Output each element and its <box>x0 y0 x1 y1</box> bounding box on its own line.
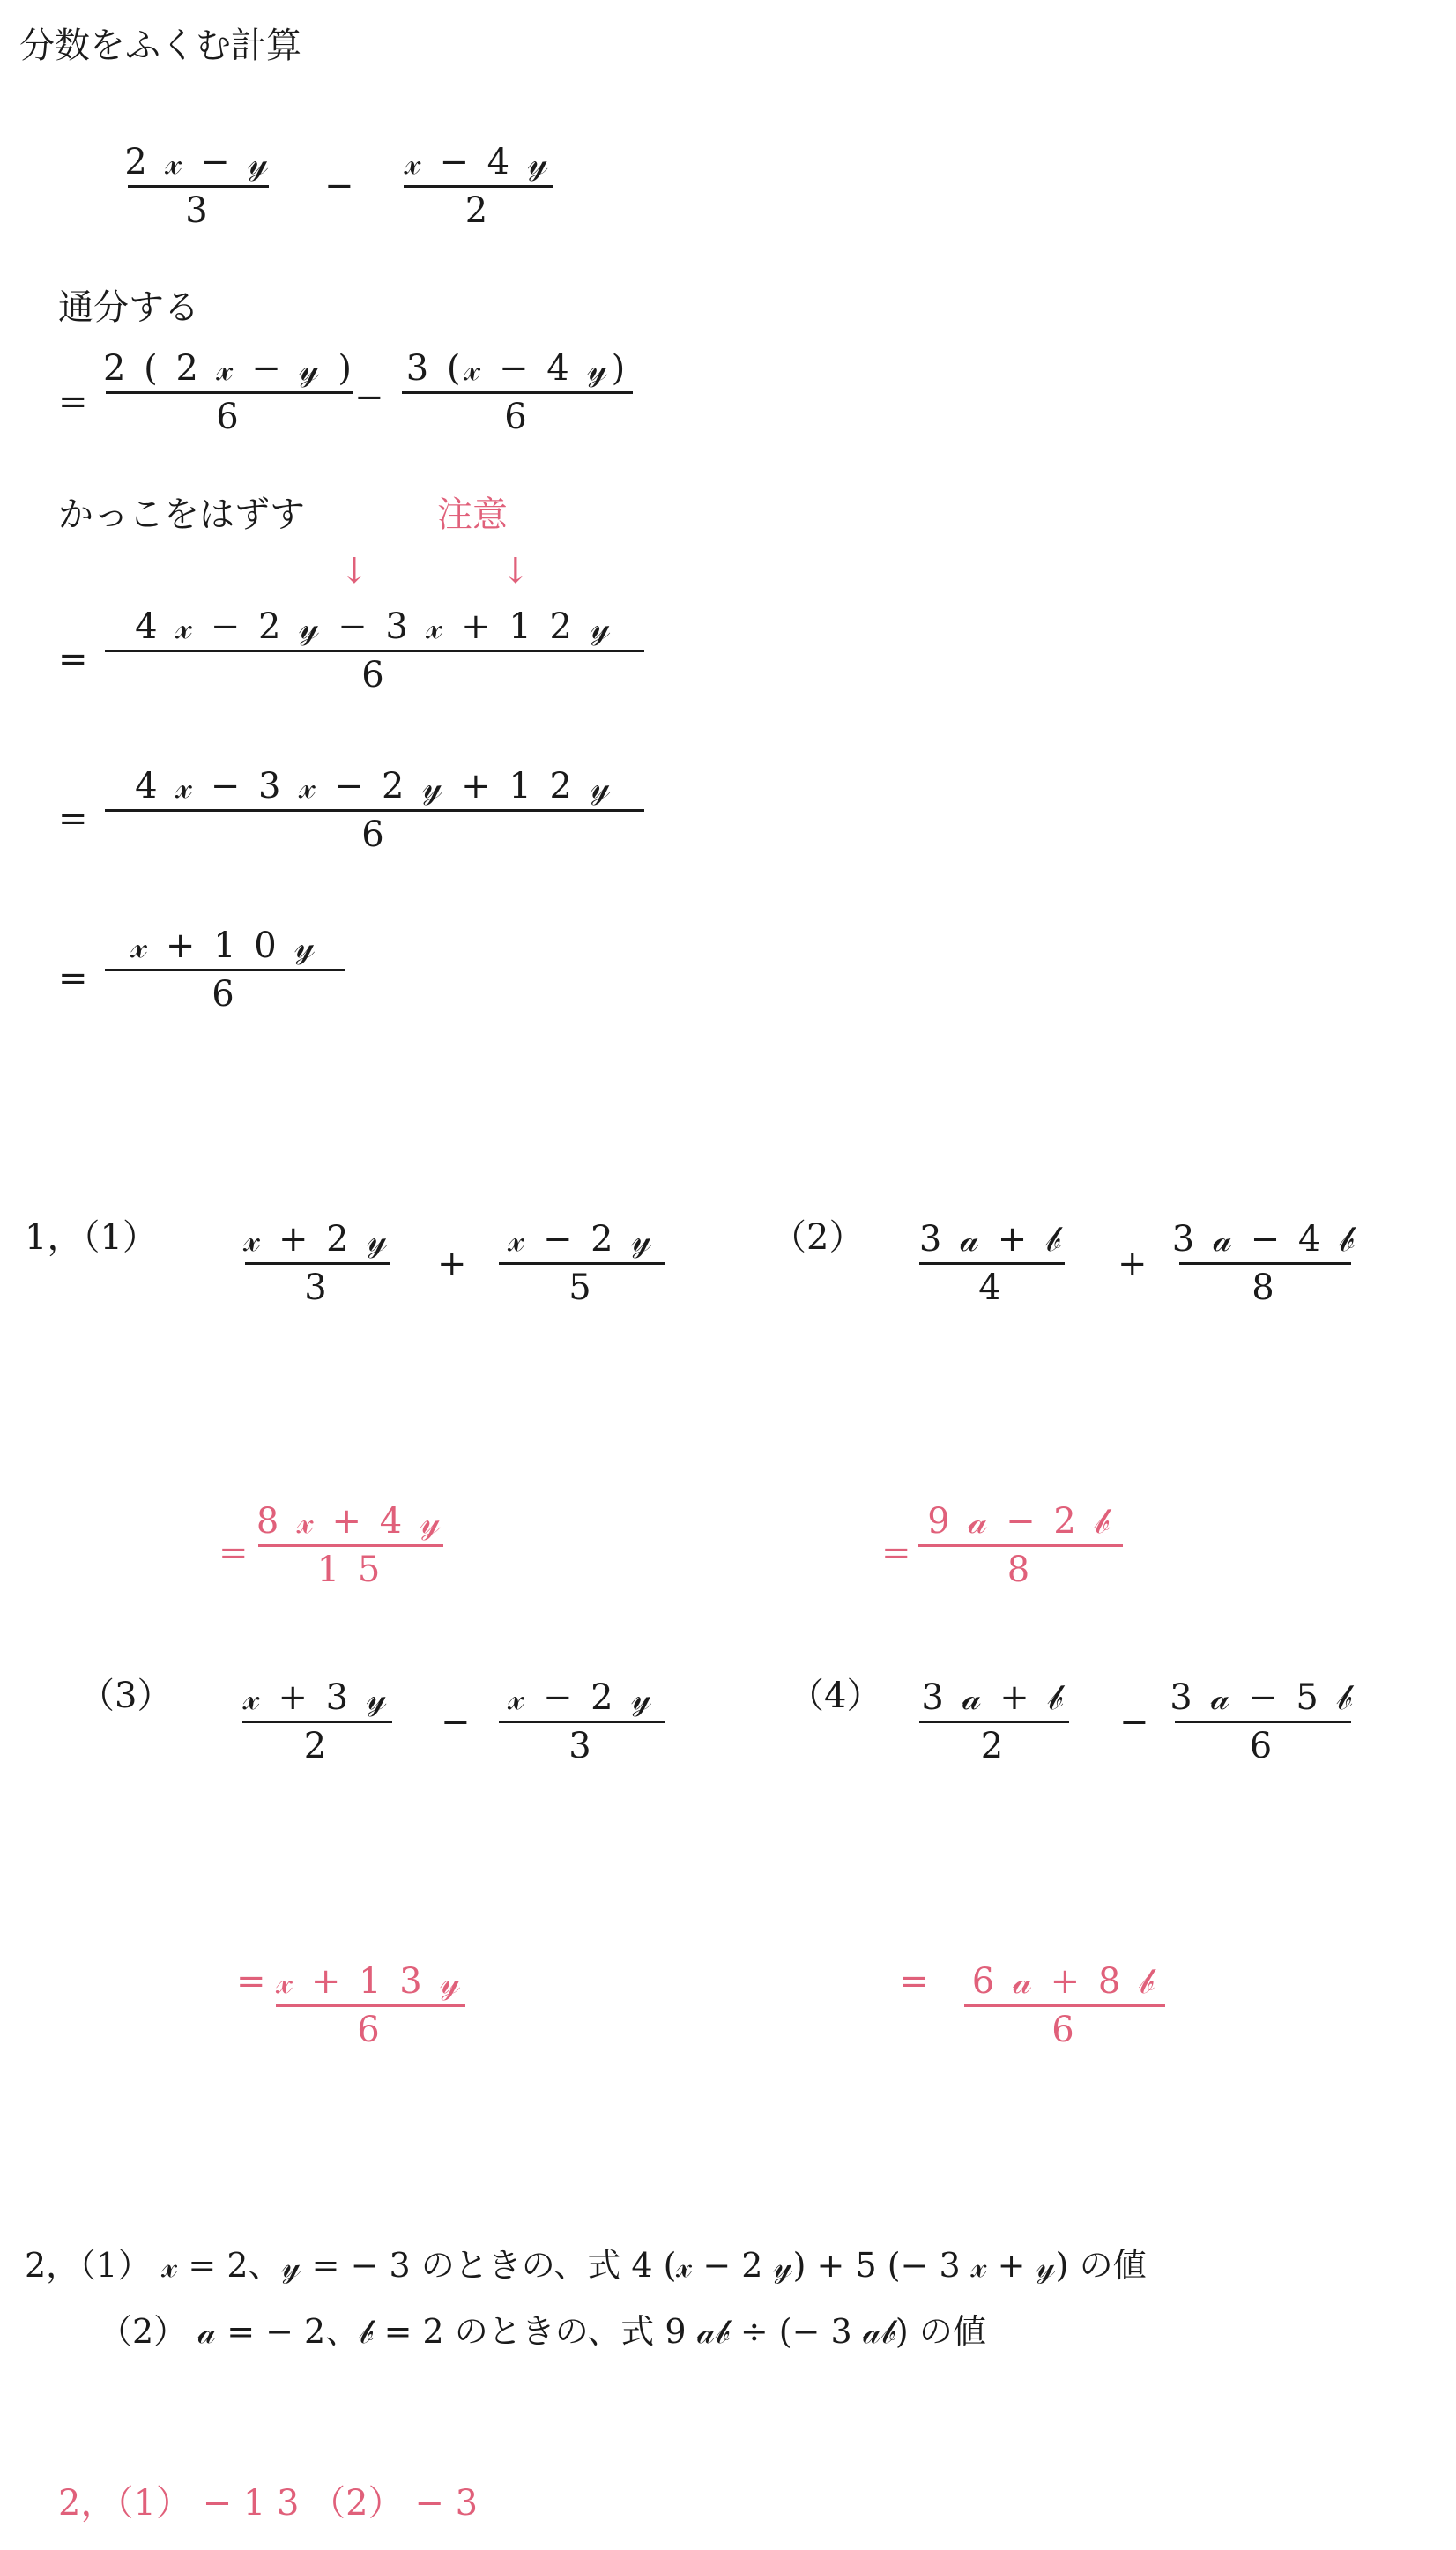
numerator: 8 𝓍 + 4 𝓎 <box>256 1501 445 1542</box>
step-label-remove-parentheses: かっこをはずす <box>58 494 305 535</box>
minus-sign: − <box>1119 1702 1149 1743</box>
arrow-down-icon: ↓ <box>339 551 369 591</box>
numerator: 3 𝒶 − 5 𝒷 <box>1170 1677 1356 1718</box>
numerator: 3 𝒶 + 𝒷 <box>918 1219 1065 1260</box>
page-title: 分数をふくむ計算 <box>19 26 301 66</box>
problem2-question-2: （2） 𝒶 = − 2、𝒷 = 2 のときの、式 9 𝒶𝒷 ÷ (− 3 𝒶𝒷) の値 <box>99 2312 986 2351</box>
denominator: 2 <box>464 190 492 231</box>
numerator: 𝓍 + 1 0 𝓎 <box>130 926 319 966</box>
problem2-question-1: 2，（1） 𝓍 = 2、𝓎 = − 3 のときの、式 4 (𝓍 − 2 𝓎) + 5 (− 3 𝓍 + 𝓎) の値 <box>25 2246 1147 2285</box>
example-fraction-2 <box>401 139 555 234</box>
answer-equals-sign: = <box>219 1533 249 1573</box>
denominator: 6 <box>361 655 388 695</box>
problem1-3-fraction-a <box>240 1675 394 1769</box>
step1-fraction-a <box>101 346 357 440</box>
denominator: 1 5 <box>316 1550 384 1590</box>
denominator: 6 <box>504 397 531 437</box>
problem1-4-fraction-b <box>1170 1675 1356 1769</box>
denominator: 3 <box>185 190 212 231</box>
problem1-3-label: （3） <box>79 1676 173 1716</box>
problem1-2-fraction-b <box>1171 1216 1358 1311</box>
denominator: 3 <box>568 1726 595 1766</box>
denominator: 5 <box>568 1268 595 1308</box>
numerator: 𝓍 − 2 𝓎 <box>508 1219 656 1260</box>
step4-fraction <box>101 923 348 1017</box>
denominator: 8 <box>1252 1268 1278 1308</box>
numerator: 9 𝒶 − 2 𝒷 <box>927 1501 1113 1542</box>
numerator: 𝓍 + 2 𝓎 <box>243 1219 391 1260</box>
numerator: 2 ( 2 𝓍 − 𝓎 ) <box>103 348 355 389</box>
numerator: 4 𝓍 − 3 𝓍 − 2 𝓎 + 1 2 𝓎 <box>135 766 614 807</box>
problem2-answers: 2，（1） − 1 3 （2） − 3 <box>58 2483 479 2524</box>
denominator: 2 <box>980 1726 1007 1766</box>
denominator: 3 <box>304 1268 331 1308</box>
numerator: 2 𝓍 − 𝓎 <box>124 142 272 182</box>
answer-equals-sign: = <box>236 1961 266 2002</box>
arrow-down-icon: ↓ <box>501 551 531 591</box>
step3-fraction <box>101 763 648 858</box>
problem1-label: 1，（1） <box>25 1217 158 1258</box>
problem1-4-label: （4） <box>789 1676 882 1716</box>
equals-sign: = <box>58 639 88 680</box>
minus-sign: − <box>324 166 354 206</box>
numerator: 𝓍 − 4 𝓎 <box>404 142 553 182</box>
step1-fraction-b <box>398 346 636 440</box>
minus-sign: − <box>354 377 384 418</box>
numerator: 𝓍 + 3 𝓎 <box>242 1677 391 1718</box>
minus-sign: − <box>441 1702 471 1743</box>
denominator: 6 <box>1051 2010 1078 2050</box>
numerator: 𝓍 + 1 3 𝓎 <box>276 1961 464 2002</box>
caution-note: 注意 <box>437 494 508 535</box>
denominator: 6 <box>357 2010 383 2050</box>
answer1-fraction <box>256 1498 445 1593</box>
denominator: 6 <box>212 974 238 1015</box>
plus-sign: + <box>1118 1244 1148 1284</box>
numerator: 𝓍 − 2 𝓎 <box>508 1677 656 1718</box>
numerator: 3 𝒶 − 4 𝒷 <box>1171 1219 1358 1260</box>
problem1-4-fraction-a <box>917 1675 1071 1769</box>
numerator: 4 𝓍 − 2 𝓎 − 3 𝓍 + 1 2 𝓎 <box>135 606 614 647</box>
answer3-fraction <box>273 1959 467 2053</box>
step2-fraction <box>101 604 648 698</box>
equals-sign: = <box>58 958 88 999</box>
answer-equals-sign: = <box>881 1533 911 1573</box>
denominator: 8 <box>1007 1550 1034 1590</box>
denominator: 6 <box>361 814 388 855</box>
plus-sign: + <box>437 1244 467 1284</box>
numerator: 3 𝒶 + 𝒷 <box>921 1677 1066 1718</box>
denominator: 6 <box>216 397 242 437</box>
problem1-2-label: （2） <box>771 1217 865 1258</box>
answer2-fraction <box>917 1498 1124 1593</box>
equals-sign: = <box>58 799 88 839</box>
denominator: 6 <box>1249 1726 1276 1766</box>
denominator: 4 <box>978 1268 1005 1308</box>
answer4-fraction <box>962 1959 1167 2053</box>
numerator: 3 (𝓍 − 4 𝓎) <box>405 348 629 389</box>
numerator: 6 𝒶 + 8 𝒷 <box>971 1961 1158 2002</box>
equals-sign: = <box>58 382 88 422</box>
problem1-3-fraction-b <box>498 1675 665 1769</box>
step-label-common-denominator: 通分する <box>58 287 199 328</box>
problem1-1-fraction-a <box>242 1216 392 1311</box>
problem1-2-fraction-a <box>917 1216 1066 1311</box>
problem1-1-fraction-b <box>498 1216 665 1311</box>
answer-equals-sign: = <box>899 1961 929 2002</box>
denominator: 2 <box>303 1726 331 1766</box>
example-fraction-1 <box>123 139 273 234</box>
